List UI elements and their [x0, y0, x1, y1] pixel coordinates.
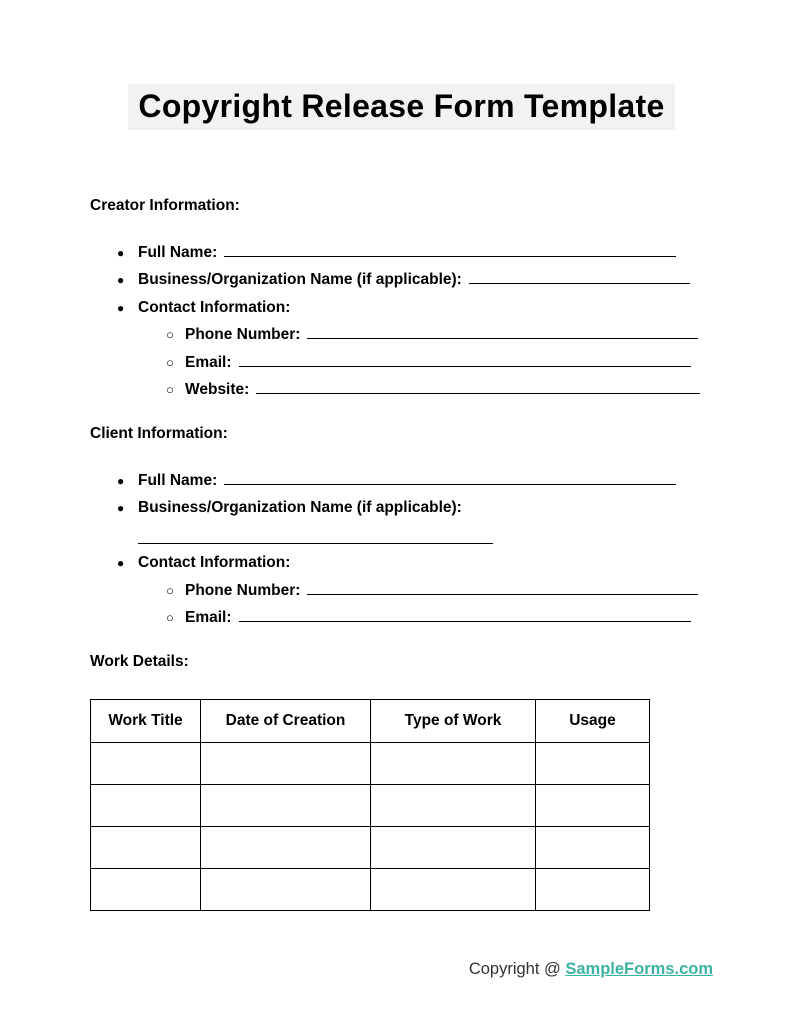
- client-full-name-label: Full Name:: [138, 471, 218, 489]
- client-email-item: [90, 604, 713, 632]
- title-row: [90, 84, 713, 130]
- table-cell-empty: [371, 868, 536, 910]
- client-business-name-label: Business/Organization Name (if applicable):: [138, 499, 462, 517]
- column-header-date-of-creation: Date of Creation: [201, 699, 371, 742]
- filled-circle-bullet-icon: [117, 294, 124, 323]
- table-cell-empty: [201, 868, 371, 910]
- table-cell-empty: [201, 784, 371, 826]
- client-phone-number-item: [90, 577, 713, 605]
- creator-information-section: [90, 196, 713, 404]
- table-row: [91, 826, 650, 868]
- table-cell-empty: [371, 742, 536, 784]
- filled-circle-bullet-icon: [117, 239, 124, 268]
- table-row: [91, 868, 650, 910]
- filled-circle-bullet-icon: [117, 467, 124, 496]
- client-business-name-item: [90, 494, 713, 544]
- creator-contact-information-label: Contact Information:: [138, 298, 291, 316]
- creator-full-name-blank-line: [224, 244, 676, 257]
- client-email-label: Email:: [185, 609, 232, 627]
- table-cell-empty: [536, 784, 650, 826]
- table-cell-empty: [91, 784, 201, 826]
- hollow-circle-bullet-icon: [166, 577, 174, 605]
- hollow-circle-bullet-icon: [166, 321, 174, 349]
- client-phone-number-label: Phone Number:: [185, 581, 301, 599]
- client-full-name-item: [90, 467, 713, 495]
- table-cell-empty: [91, 742, 201, 784]
- creator-full-name-item: [90, 239, 713, 267]
- creator-website-label: Website:: [185, 381, 250, 399]
- filled-circle-bullet-icon: [117, 549, 124, 578]
- creator-information-heading: Creator Information:: [90, 196, 240, 214]
- filled-circle-bullet-icon: [117, 494, 124, 523]
- creator-phone-number-blank-line: [307, 326, 698, 339]
- creator-email-blank-line: [239, 354, 691, 367]
- work-details-table: [90, 699, 650, 911]
- hollow-circle-bullet-icon: [166, 349, 174, 377]
- creator-full-name-label: Full Name:: [138, 243, 218, 261]
- column-header-work-title: Work Title: [91, 699, 201, 742]
- client-phone-number-blank-line: [307, 582, 698, 595]
- creator-business-name-blank-line: [469, 271, 690, 284]
- creator-business-name-item: [90, 266, 713, 294]
- filled-circle-bullet-icon: [117, 266, 124, 295]
- client-full-name-blank-line: [224, 472, 676, 485]
- client-contact-information-item: [90, 549, 713, 577]
- column-header-usage: Usage: [536, 699, 650, 742]
- copyright-text: Copyright @: [468, 960, 561, 978]
- table-cell-empty: [536, 868, 650, 910]
- table-cell-empty: [371, 784, 536, 826]
- creator-website-item: [90, 376, 713, 404]
- client-information-heading: Client Information:: [90, 424, 228, 442]
- table-header-row: [91, 699, 650, 742]
- table-cell-empty: [91, 826, 201, 868]
- sampleforms-link[interactable]: SampleForms.com: [565, 960, 713, 978]
- creator-phone-number-label: Phone Number:: [185, 326, 301, 344]
- table-row: [91, 742, 650, 784]
- hollow-circle-bullet-icon: [166, 604, 174, 632]
- client-information-section: [90, 424, 713, 632]
- client-contact-information-label: Contact Information:: [138, 554, 291, 572]
- creator-website-blank-line: [256, 381, 700, 394]
- client-email-blank-line: [239, 609, 691, 622]
- creator-email-item: [90, 349, 713, 377]
- client-business-name-blank-line: [138, 522, 493, 544]
- column-header-type-of-work: Type of Work: [371, 699, 536, 742]
- table-row: [91, 784, 650, 826]
- hollow-circle-bullet-icon: [166, 376, 174, 404]
- footer: [469, 960, 713, 979]
- creator-contact-information-item: [90, 294, 713, 322]
- table-cell-empty: [371, 826, 536, 868]
- creator-phone-number-item: [90, 321, 713, 349]
- work-details-heading: Work Details:: [90, 652, 189, 670]
- creator-business-name-label: Business/Organization Name (if applicable):: [138, 271, 462, 289]
- table-cell-empty: [201, 826, 371, 868]
- table-cell-empty: [201, 742, 371, 784]
- table-cell-empty: [91, 868, 201, 910]
- work-details-section: [90, 652, 713, 911]
- creator-email-label: Email:: [185, 353, 232, 371]
- table-cell-empty: [536, 742, 650, 784]
- page-title: Copyright Release Form Template: [128, 84, 674, 130]
- table-cell-empty: [536, 826, 650, 868]
